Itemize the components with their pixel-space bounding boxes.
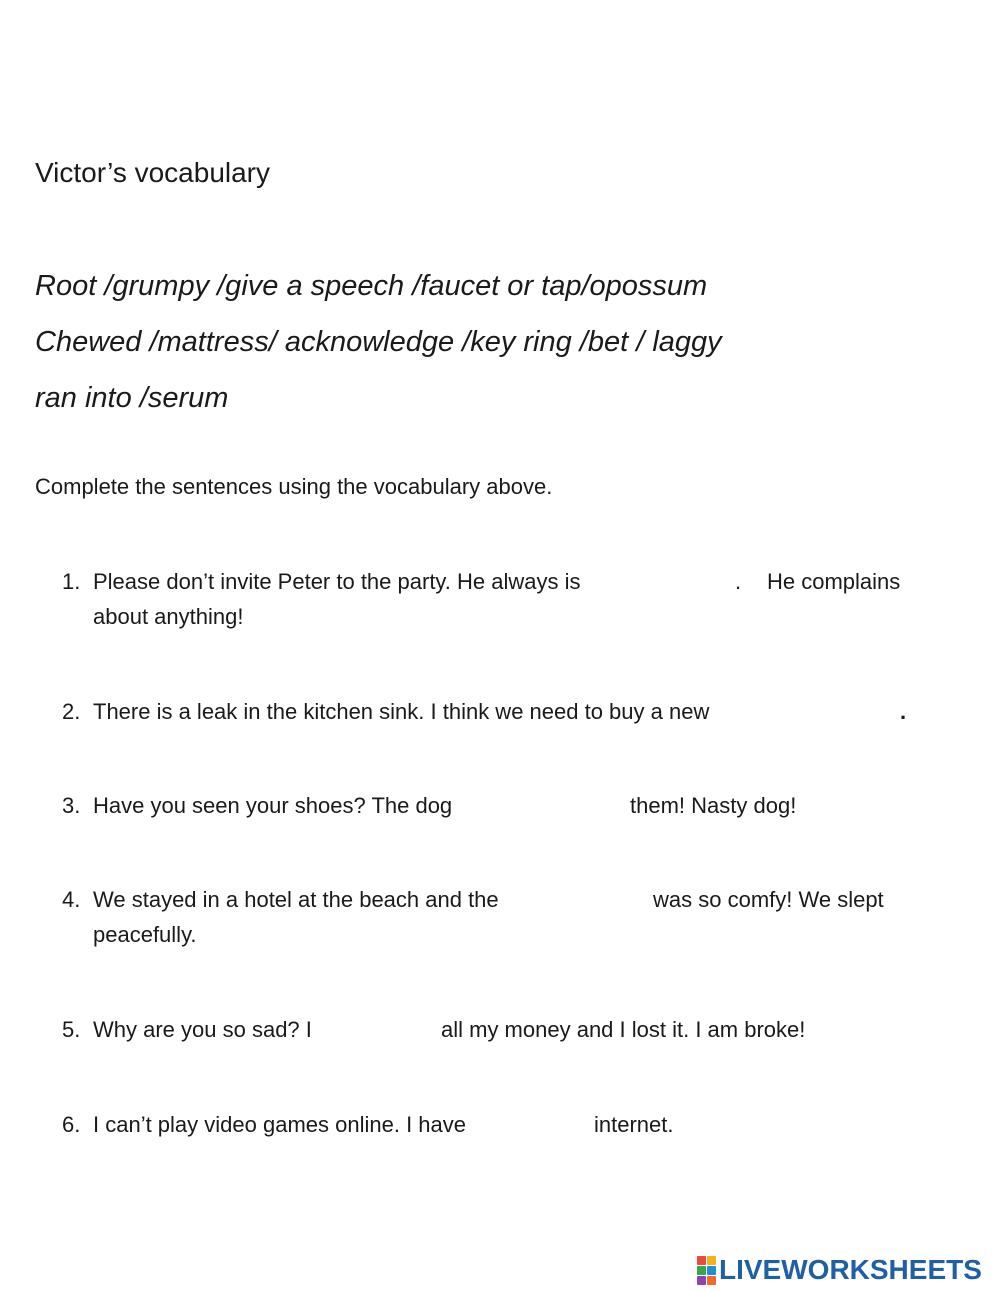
question-1: [62, 564, 912, 634]
question-2: [62, 694, 912, 729]
question-5: [62, 1012, 912, 1047]
question-text: Why are you so sad? I: [93, 1017, 312, 1042]
question-6: [62, 1107, 912, 1142]
logo-text: LIVEWORKSHEETS: [719, 1254, 982, 1285]
question-text: all my money and I lost it. I am broke!: [441, 1017, 806, 1042]
question-text: peacefully.: [93, 922, 197, 947]
question-number: 4.: [62, 887, 81, 912]
question-number: 6.: [62, 1112, 81, 1137]
question-number: 3.: [62, 793, 81, 818]
question-text: was so comfy! We slept: [653, 887, 884, 912]
instructions: Complete the sentences using the vocabulary above.: [35, 474, 553, 499]
question-text: There is a leak in the kitchen sink. I think we need to buy a new: [93, 699, 710, 724]
question-text: I can’t play video games online. I have: [93, 1112, 467, 1137]
question-text: He complains: [767, 569, 901, 594]
question-4: [62, 882, 912, 952]
question-text: Have you seen your shoes? The dog: [93, 793, 453, 818]
question-number: 5.: [62, 1017, 81, 1042]
question-text: Please don’t invite Peter to the party. He always is: [93, 569, 581, 594]
logo-mark-icon: [697, 1256, 716, 1285]
question-text: internet.: [594, 1112, 674, 1137]
liveworksheets-logo: [697, 1252, 982, 1288]
question-3: [62, 788, 912, 823]
question-punctuation: .: [900, 699, 907, 724]
question-number: 1.: [62, 569, 81, 594]
question-punctuation: .: [735, 569, 742, 594]
vocabulary-line-1: Root /grumpy /give a speech /faucet or tap/opossum: [35, 270, 708, 302]
worksheet-title: Victor’s vocabulary: [35, 157, 271, 188]
vocabulary-line-2: Chewed /mattress/ acknowledge /key ring /bet / laggy: [35, 326, 722, 358]
question-text: about anything!: [93, 604, 244, 629]
question-number: 2.: [62, 699, 81, 724]
question-text: them! Nasty dog!: [630, 793, 797, 818]
question-text: We stayed in a hotel at the beach and the: [93, 887, 499, 912]
vocabulary-line-3: ran into /serum: [35, 382, 229, 414]
